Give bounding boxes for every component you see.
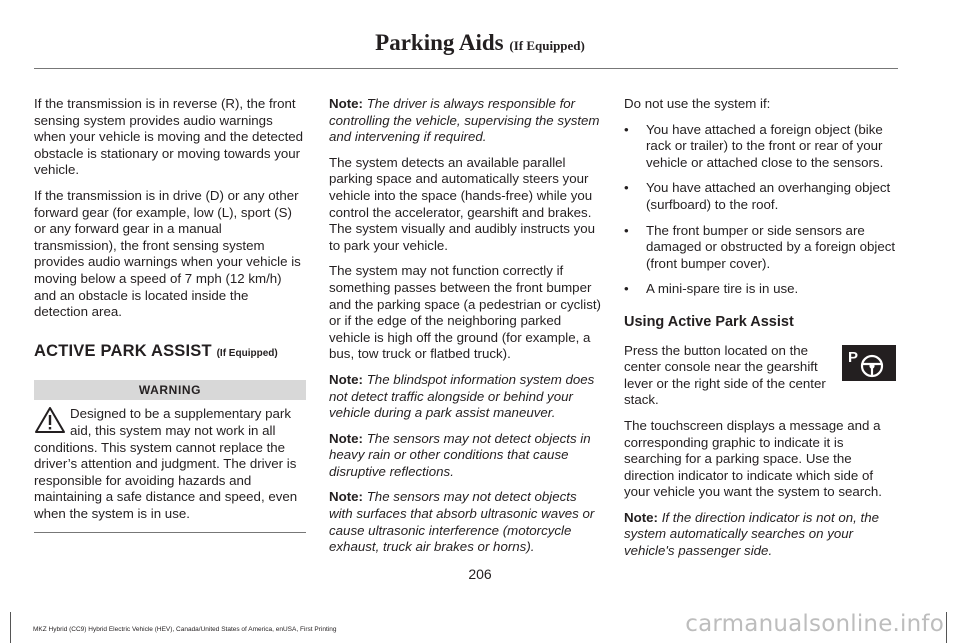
may-not-function-paragraph: The system may not function correctly if something passes between the front bumper and the parking space (a pedestrian or cyclist) or if the edge of the neighboring parked vehicle is high off the ground (for example, a bus, tow truck or flatbed truck). xyxy=(329,263,601,362)
note-direction xyxy=(624,510,896,560)
warning-triangle-icon xyxy=(34,406,66,434)
section-title-suffix: (If Equipped) xyxy=(216,347,278,359)
column-1 xyxy=(34,96,306,533)
list-item-text: You have attached an overhanging object (surfboard) to the roof. xyxy=(646,180,891,212)
section-title-text: ACTIVE PARK ASSIST xyxy=(34,341,212,360)
press-button-text: Press the button located on the center console near the gearshift lever or the right side of the center stack. xyxy=(624,342,826,408)
note-4-text: The sensors may not detect objects with surfaces that absorb ultrasonic waves or cause ultrasonic interference (motorcycle exhaust, truck air brakes or horns). xyxy=(329,489,595,555)
note-4 xyxy=(329,489,601,555)
page-title xyxy=(0,30,960,56)
warning-bar: WARNING xyxy=(34,380,306,400)
note-3 xyxy=(329,431,601,481)
column-3 xyxy=(624,96,896,569)
page-title-text: Parking Aids xyxy=(375,30,504,55)
crop-mark-right xyxy=(946,612,947,643)
list-item-text: A mini-spare tire is in use. xyxy=(646,281,799,297)
do-not-use-intro: Do not use the system if: xyxy=(624,96,771,111)
detects-paragraph: The system detects an available parallel parking space and automatically steers your vehicle into the space (hands-free) while you control the accelerator, gearshift and brakes. The system visually and audibly instructs you to park your vehicle. xyxy=(329,154,596,253)
section-title xyxy=(34,343,306,363)
note-label: Note: xyxy=(329,430,363,446)
note-label: Note: xyxy=(624,509,658,525)
list-item xyxy=(624,223,896,273)
drive-paragraph: If the transmission is in drive (D) or any other forward gear (for example, low (L), sport (S) or any forward gear in a manual transmission), the front sensing system provides audio warnings when your vehicle is moving below a speed of 7 mph (12 km/h) and an obstacle is located inside the detection area. xyxy=(34,187,301,320)
note-2-text: The blindspot information system does not detect traffic alongside or behind your vehicle during a park assist maneuver. xyxy=(329,371,595,421)
subsection-title: Using Active Park Assist xyxy=(624,313,794,330)
note-1-text: The driver is always responsible for controlling the vehicle, supervising the system and intervening if required. xyxy=(329,96,600,145)
list-item xyxy=(624,281,896,298)
page-title-suffix: (If Equipped) xyxy=(509,38,585,53)
bullet-glyph: • xyxy=(624,180,629,196)
list-item-text: You have attached a foreign object (bike rack or trailer) to the front or rear of your vehicle or attached close to the sensors. xyxy=(646,121,884,170)
warning-text: Designed to be a supplementary park aid, this system may not work in all conditions. This system cannot replace the driver’s attention and judgment. The driver is responsible for avoiding hazards and maintaining a safe distance and speed, even when the system is in use. xyxy=(34,406,298,521)
park-assist-symbol-icon xyxy=(842,345,896,381)
do-not-use-list xyxy=(624,122,896,298)
crop-mark-left xyxy=(10,612,11,643)
svg-text:P: P xyxy=(848,348,859,366)
note-3-text: The sensors may not detect objects in heavy rain or other conditions that cause disruptive reflections. xyxy=(329,430,591,479)
bullet-glyph: • xyxy=(624,222,629,238)
note-direction-text: If the direction indicator is not on, the system automatically searches on your vehicle's passenger side. xyxy=(624,509,879,559)
footer-text: MKZ Hybrid (CC9) Hybrid Electric Vehicle (HEV), Canada/United States of America, enUSA, First Printing xyxy=(33,626,337,633)
note-1 xyxy=(329,96,601,146)
note-2 xyxy=(329,372,601,422)
page-number: 206 xyxy=(468,566,492,582)
warning-bottom-rule xyxy=(34,532,306,533)
list-item xyxy=(624,122,896,172)
bullet-glyph: • xyxy=(624,121,629,137)
bullet-glyph: • xyxy=(624,281,629,297)
note-label: Note: xyxy=(329,489,363,505)
press-button-paragraph xyxy=(624,343,896,409)
warning-block xyxy=(34,406,306,522)
park-assist-button-icon xyxy=(842,345,896,381)
list-item-text: The front bumper or side sensors are damaged or obstructed by a foreign object (front bumper cover). xyxy=(646,222,896,271)
column-2 xyxy=(329,96,601,565)
reverse-paragraph: If the transmission is in reverse (R), the front sensing system provides audio warnings when your vehicle is moving and the detected obstacle is stationary or moving towards your vehicle. xyxy=(34,96,304,178)
watermark: carmanualsonline.info xyxy=(685,611,944,637)
list-item xyxy=(624,180,896,213)
touchscreen-paragraph: The touchscreen displays a message and a corresponding graphic to indicate it is searching for a parking space. Use the direction indicator to indicate which side of your vehicle you want the system to search. xyxy=(624,417,882,500)
note-label: Note: xyxy=(329,96,363,111)
header-rule xyxy=(34,68,898,69)
note-label: Note: xyxy=(329,371,363,387)
